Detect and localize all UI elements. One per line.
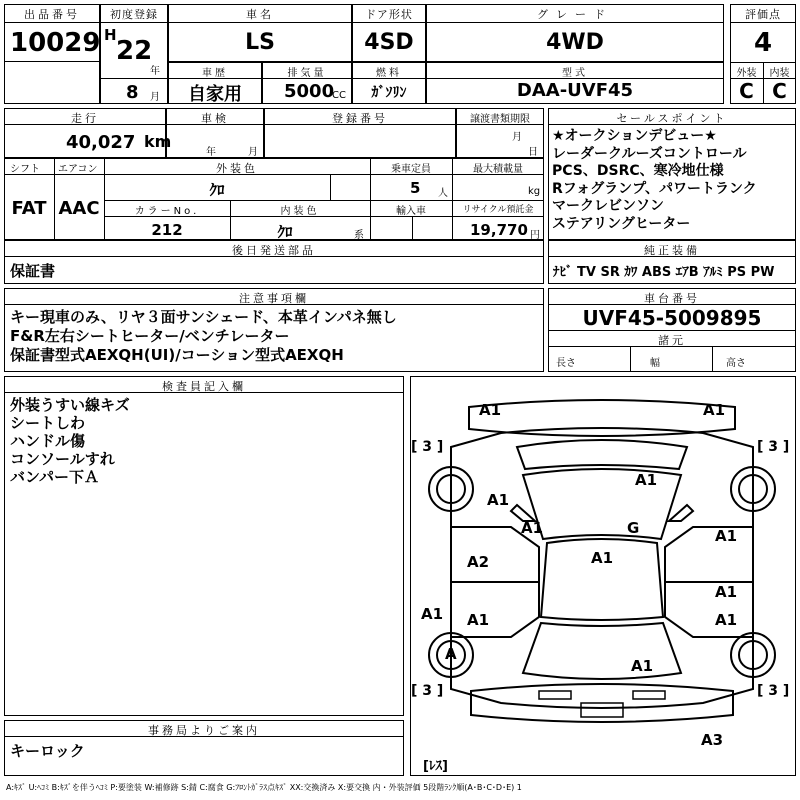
damage-mark: A1 xyxy=(479,401,502,419)
damage-mark: A1 xyxy=(715,583,738,601)
grade-label: グレード xyxy=(537,8,613,21)
displacement-label: 排気量 xyxy=(287,68,327,79)
int-color: ｸﾛ xyxy=(277,223,293,241)
sales-point: PCS、DSRC、寒冷地仕様 xyxy=(552,163,724,180)
lot-no-label: 出品番号 xyxy=(24,8,80,21)
length-label: 長さ xyxy=(556,358,576,369)
year: 22 xyxy=(116,36,153,66)
office-note: キーロック xyxy=(10,742,85,760)
inspector-label: 検査員記入欄 xyxy=(162,380,246,393)
fuel: ｶﾞｿﾘﾝ xyxy=(371,85,407,101)
color-no-label: カラーNo. xyxy=(134,206,200,217)
sales-point: レーダークルーズコントロール xyxy=(552,145,747,162)
car-name: LS xyxy=(245,30,275,55)
inspection-label: 車検 xyxy=(201,112,229,125)
later-items: 保証書 xyxy=(10,262,56,280)
ac: AAC xyxy=(58,198,100,219)
max-load-label: 最大積載量 xyxy=(473,164,523,175)
score: 4 xyxy=(753,28,773,58)
capacity-unit: 人 xyxy=(438,188,448,199)
int-color-unit: 系 xyxy=(354,230,364,241)
lot-no: 10029 xyxy=(10,28,101,58)
month: 8 xyxy=(126,82,139,103)
inspector-line: バンパー下Ａ xyxy=(10,468,99,486)
spare-tire: [ﾚｽ] xyxy=(423,759,448,774)
ext-color-label: 外装色 xyxy=(216,162,258,175)
damage-mark: A3 xyxy=(701,731,724,749)
notes-label: 注意事項欄 xyxy=(239,292,309,305)
width-label: 幅 xyxy=(650,358,660,369)
recycle-unit: 円 xyxy=(530,230,540,241)
shift: FAT xyxy=(11,198,47,219)
chassis-label: 車台番号 xyxy=(644,292,700,305)
door: 4SD xyxy=(364,30,414,55)
sales-points-list xyxy=(552,128,757,234)
note-line: F&R左右シートヒーター/ベンチレーター xyxy=(10,327,290,345)
damage-mark: G xyxy=(627,519,640,537)
first-reg-label: 初度登録 xyxy=(110,8,158,21)
interior-grade: C xyxy=(772,79,787,103)
history-label: 車歴 xyxy=(202,68,228,79)
equipment: ﾅﾋﾞ TV SR ｶﾜ ABS ｴｱB ｱﾙﾐ PS PW xyxy=(553,265,775,280)
chassis-no: UVF45-5009895 xyxy=(582,306,762,330)
model: DAA-UVF45 xyxy=(516,80,634,101)
height-label: 高さ xyxy=(726,358,746,369)
spec-label: 諸元 xyxy=(658,334,686,347)
inspector-line: 外装うすい線キズ xyxy=(10,396,130,414)
damage-mark: A1 xyxy=(635,471,658,489)
damage-mark: A1 xyxy=(521,519,544,537)
legend: A:ｷｽﾞ U:ﾍｺﾐ B:ｷｽﾞを伴うﾍｺﾐ P:要塗装 W:補修跡 S:錆 C:腐食 G:ﾌﾛﾝﾄｶﾞﾗｽ点ｷｽﾞ XX:交換済み X:要交換 内・外装評価 5段階ﾗﾝｸ順(A･B･C･D･E) 1 xyxy=(6,783,522,792)
interior-label: 内装 xyxy=(769,68,790,79)
history: 自家用 xyxy=(188,84,242,105)
damage-mark: A1 xyxy=(703,401,726,419)
sales-points-label: セールスポイント xyxy=(616,112,728,125)
office-label: 事務局よりご案内 xyxy=(148,724,260,737)
color-no: 212 xyxy=(151,221,183,239)
ext-color: ｸﾛ xyxy=(209,181,225,199)
recycle-label: リサイクル預託金 xyxy=(462,205,534,215)
year-unit: 年 xyxy=(150,66,160,77)
tire-fr: [ 3 ] xyxy=(757,439,790,455)
cc-unit: CC xyxy=(332,90,346,101)
inspection-year-unit: 年 xyxy=(206,147,216,158)
note-line: キー現車のみ、リヤ３面サンシェード、本革インパネ無し xyxy=(10,308,397,326)
transfer-label: 譲渡書類期限 xyxy=(470,114,530,125)
ac-label: エアコン xyxy=(58,164,98,175)
model-label: 型式 xyxy=(562,68,588,79)
tire-rr: [ 3 ] xyxy=(757,683,790,699)
exterior-grade: C xyxy=(739,79,754,103)
note-line: 保証書型式AEXQH(UI)/コーション型式AEXQH xyxy=(10,346,344,364)
grade: 4WD xyxy=(546,30,604,55)
damage-mark: A1 xyxy=(715,527,738,545)
score-label: 評価点 xyxy=(745,8,781,21)
inspector-line: ハンドル傷 xyxy=(10,432,86,450)
equipment-label: 純正装備 xyxy=(644,244,700,257)
damage-mark: A xyxy=(445,645,457,663)
inspector-list xyxy=(10,396,130,486)
damage-mark: A2 xyxy=(467,553,490,571)
damage-mark: A1 xyxy=(467,611,490,629)
capacity: 5 xyxy=(410,179,421,197)
transfer-month-unit: 月 xyxy=(512,132,522,143)
inspector-line: コンソールすれ xyxy=(10,450,115,468)
reg-no-label: 登録番号 xyxy=(332,112,388,125)
displacement: 5000 xyxy=(284,81,335,102)
damage-mark: A1 xyxy=(487,491,510,509)
recycle: 19,770 xyxy=(470,221,528,239)
car-name-label: 車名 xyxy=(246,8,274,21)
exterior-label: 外装 xyxy=(736,68,757,79)
max-load-unit: kg xyxy=(528,186,541,197)
sales-point: ★オークションデビュー★ xyxy=(552,128,717,144)
month-unit: 月 xyxy=(150,92,160,103)
sales-point: ステアリングヒーター xyxy=(552,215,691,232)
notes-list xyxy=(10,308,397,365)
shift-label: シフト xyxy=(10,164,40,175)
later-items-label: 後日発送部品 xyxy=(232,244,316,257)
tire-fl: [ 3 ] xyxy=(411,439,444,455)
inspection-month-unit: 月 xyxy=(248,147,258,158)
inspector-line: シートしわ xyxy=(10,414,86,432)
int-color-label: 内装色 xyxy=(280,206,320,217)
damage-mark: A1 xyxy=(591,549,614,567)
car-outline xyxy=(411,377,795,775)
sales-point: マークレビンソン xyxy=(552,198,664,215)
mileage-label: 走行 xyxy=(71,112,99,125)
era: H xyxy=(104,26,117,44)
transfer-day-unit: 日 xyxy=(528,147,538,158)
capacity-label: 乗車定員 xyxy=(391,164,431,175)
damage-mark: A1 xyxy=(715,611,738,629)
tire-rl: [ 3 ] xyxy=(411,683,444,699)
car-diagram xyxy=(410,376,796,776)
km-unit: km xyxy=(144,132,172,151)
mileage: 40,027 xyxy=(66,132,136,153)
door-label: ドア形状 xyxy=(365,8,413,21)
damage-mark: A1 xyxy=(421,605,444,623)
damage-mark: A1 xyxy=(631,657,654,675)
import-label: 輸入車 xyxy=(396,206,426,217)
fuel-label: 燃料 xyxy=(376,68,402,79)
sales-point: Rフォグランプ、パワートランク xyxy=(552,180,757,197)
